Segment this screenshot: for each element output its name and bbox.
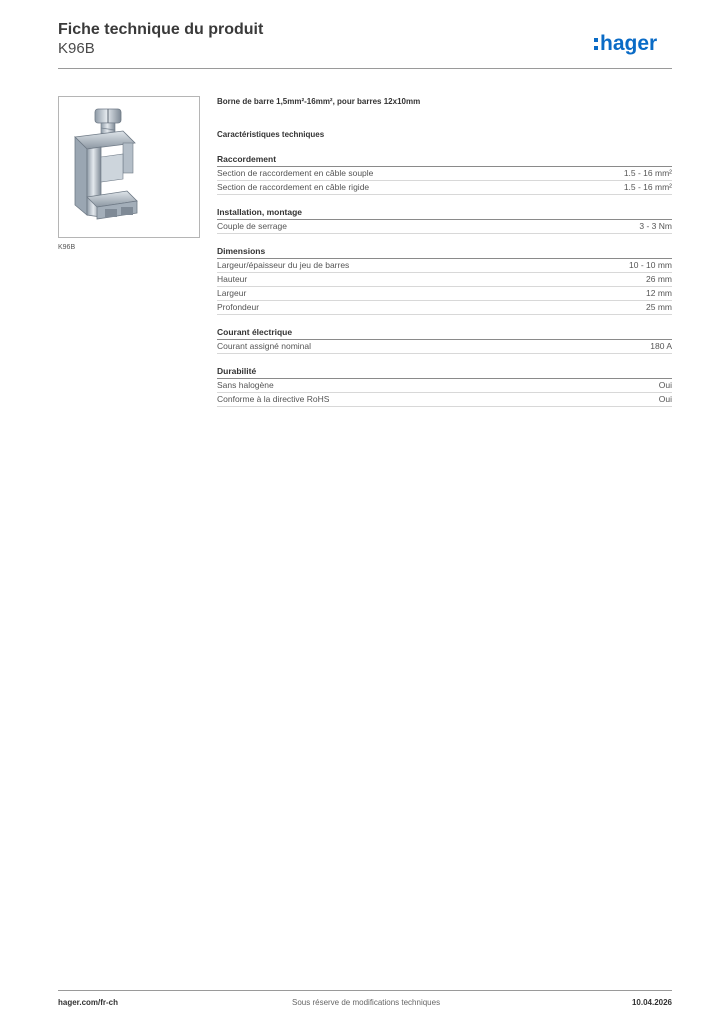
busbar-terminal-clamp-photo [59, 97, 199, 237]
characteristics-heading: Caractéristiques techniques [217, 130, 325, 139]
section-dimensions [217, 245, 672, 315]
spec-value: 25 mm [646, 302, 672, 312]
header-divider [58, 68, 672, 69]
spec-value: 1.5 - 16 mm² [623, 168, 672, 178]
spec-label: Largeur/épaisseur du jeu de barres [217, 260, 350, 270]
spec-value: Oui [658, 380, 672, 390]
hager-logo [594, 27, 674, 57]
svg-text:hager: hager [600, 32, 658, 55]
spec-row [217, 393, 672, 407]
product-image-caption: K96B [58, 244, 76, 251]
spec-row [217, 181, 672, 195]
section-durabilite [217, 365, 672, 407]
spec-row [217, 301, 672, 315]
product-reference: K96B [58, 40, 95, 57]
spec-label: Section de raccordement en câble souple [217, 168, 374, 178]
section-raccordement [217, 153, 672, 195]
section-title: Installation, montage [217, 206, 672, 220]
section-title: Courant électrique [217, 326, 672, 340]
footer-divider [58, 990, 672, 991]
spec-label: Sans halogène [217, 380, 274, 390]
spec-value: 26 mm [646, 274, 672, 284]
spec-label: Courant assigné nominal [217, 341, 312, 351]
section-title: Dimensions [217, 245, 672, 259]
product-description: Borne de barre 1,5mm²-16mm², pour barres 12x10mm [217, 97, 421, 106]
spec-row [217, 220, 672, 234]
section-installation [217, 206, 672, 234]
section-courant-electrique [217, 326, 672, 354]
spec-label: Conforme à la directive RoHS [217, 394, 330, 404]
spec-row [217, 167, 672, 181]
spec-value: 12 mm [646, 288, 672, 298]
spec-value: 10 - 10 mm [629, 260, 672, 270]
spec-label: Profondeur [217, 302, 260, 312]
spec-value: Oui [658, 394, 672, 404]
section-title: Durabilité [217, 365, 672, 379]
spec-row [217, 379, 672, 393]
spec-row [217, 340, 672, 354]
spec-row [217, 259, 672, 273]
footer-website: hager.com/fr-ch [58, 998, 119, 1007]
spec-label: Largeur [217, 288, 247, 298]
spec-row [217, 287, 672, 301]
section-title: Raccordement [217, 153, 672, 167]
spec-value: 3 - 3 Nm [639, 221, 672, 231]
spec-label: Couple de serrage [217, 221, 287, 231]
spec-value: 180 A [650, 341, 672, 351]
footer-date: 10.04.2026 [631, 998, 672, 1007]
spec-row [217, 273, 672, 287]
spec-value: 1.5 - 16 mm² [623, 182, 672, 192]
product-image [58, 96, 200, 238]
technical-specifications [217, 96, 672, 407]
spec-label: Hauteur [217, 274, 248, 284]
page-title: Fiche technique du produit [58, 21, 264, 38]
spec-label: Section de raccordement en câble rigide [217, 182, 370, 192]
footer-disclaimer: Sous réserve de modifications techniques [292, 998, 441, 1007]
